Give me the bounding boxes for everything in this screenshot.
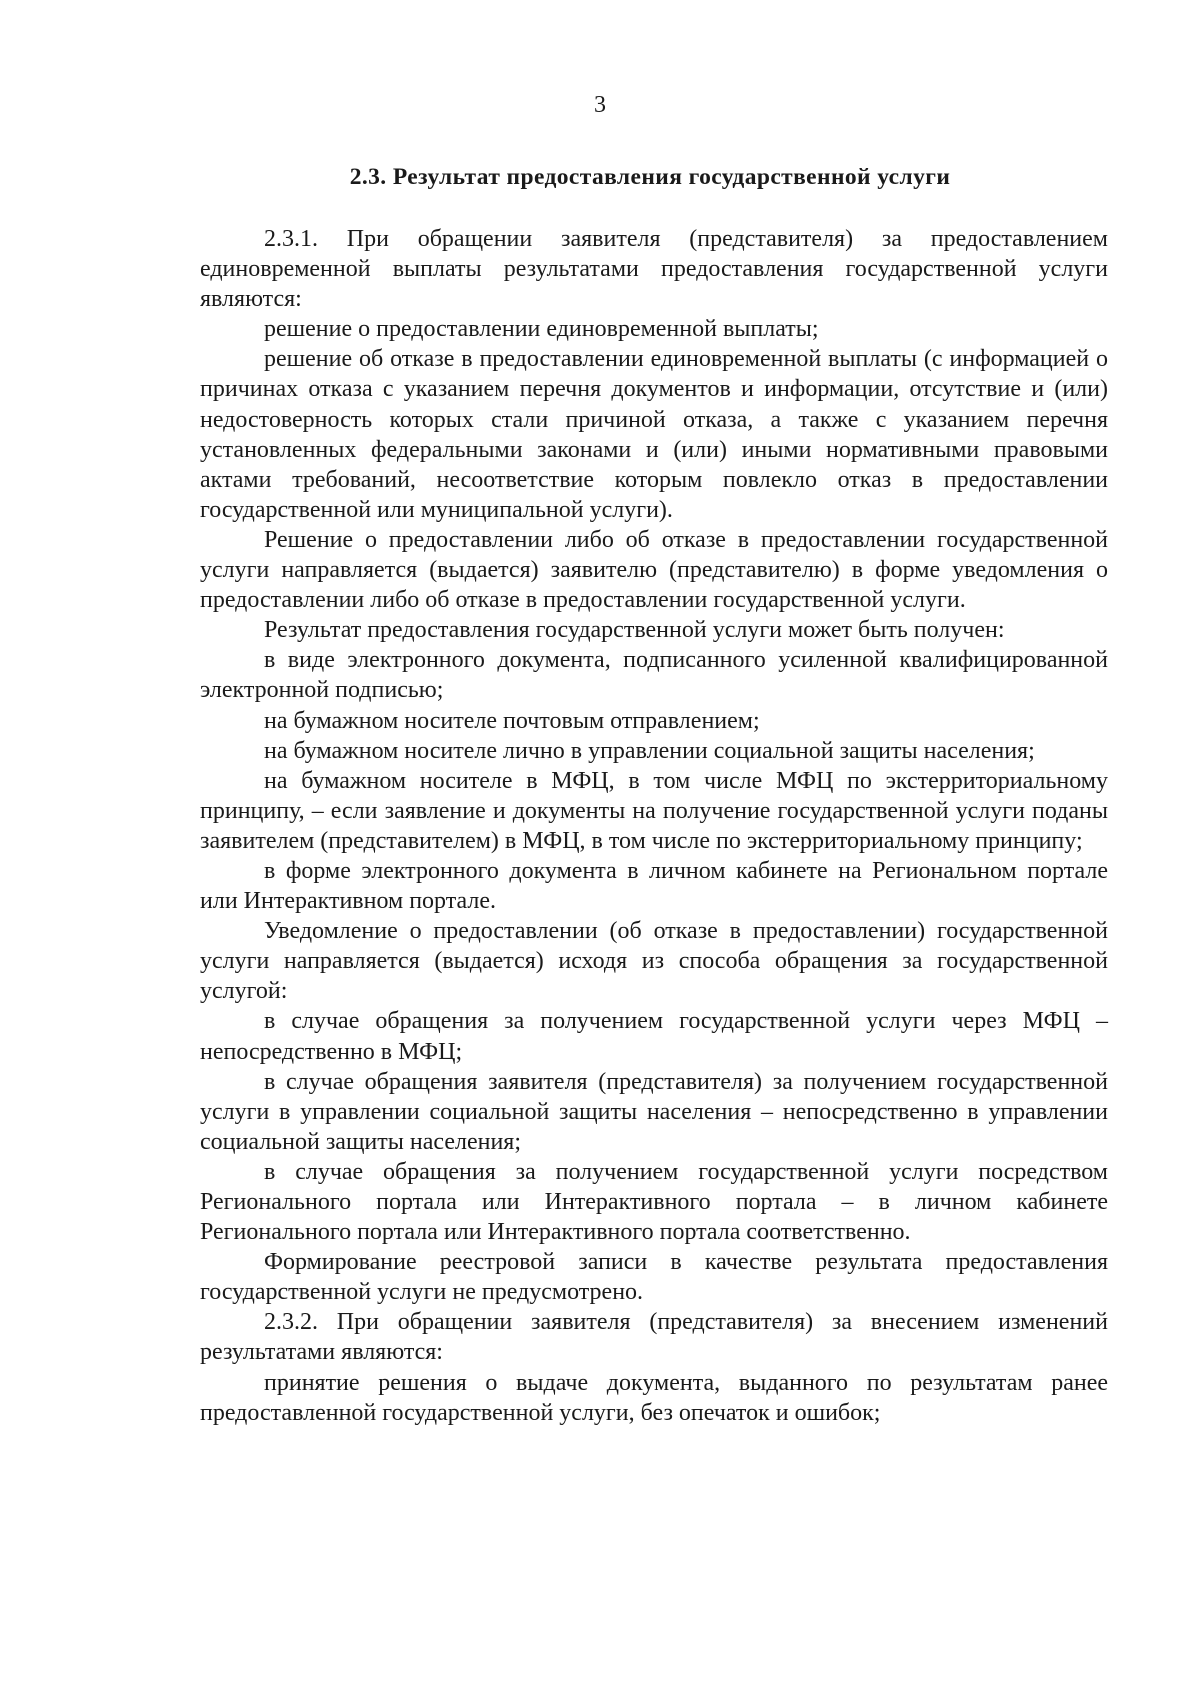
paragraph: решение об отказе в предоставлении единовременной выплаты (с информацией о причинах отказа с указанием перечня документов и информации, отсутствие и (или) недостоверность которых стали причиной отказа, а также с указанием перечня установленных федеральными законами и (или) иными нормативными правовыми актами требований, несоответствие которым повлекло отказ в предоставлении государственной или муниципальной услуги). [200, 346, 1108, 523]
section-title: 2.3. Результат предоставления государственной услуги [349, 164, 951, 190]
paragraph: в виде электронного документа, подписанного усиленной квалифицированной электронной подписью; [200, 647, 1108, 704]
paragraph: на бумажном носителе почтовым отправлением; [264, 707, 760, 734]
paragraph: 2.3.2. При обращении заявителя (представителя) за внесением изменений результатами являются: [200, 1309, 1108, 1366]
paragraph: Результат предоставления государственной услуги может быть получен: [264, 617, 1005, 644]
paragraph: в форме электронного документа в личном кабинете на Региональном портале или Интерактивном портале. [200, 857, 1108, 915]
page-number: 3 [594, 92, 606, 118]
document-body [200, 224, 1108, 1428]
paragraph: Формирование реестровой записи в качестве результата предоставления государственной услуги не предусмотрено. [200, 1249, 1108, 1306]
paragraph: в случае обращения за получением государственной услуги через МФЦ – непосредственно в МФЦ; [200, 1008, 1108, 1065]
paragraph: принятие решения о выдаче документа, выданного по результатам ранее предоставленной государственной услуги, без опечаток и ошибок; [200, 1369, 1108, 1426]
paragraph: решение о предоставлении единовременной выплаты; [264, 316, 819, 343]
paragraph: 2.3.1. При обращении заявителя (представителя) за предоставлением единовременной выплаты результатами предоставления государственной услуги являются: [200, 226, 1108, 313]
paragraph: на бумажном носителе в МФЦ, в том числе МФЦ по экстерриториальному принципу, – если заявление и документы на получение государственной услуги поданы заявителем (представителем) в МФЦ, в том числе по экстерриториальному принципу; [200, 767, 1108, 854]
paragraph: Решение о предоставлении либо об отказе в предоставлении государственной услуги направляется (выдается) заявителю (представителю) в форме уведомления о предоставлении либо об отказе в предоставлении государственной услуги. [200, 526, 1108, 614]
paragraph: Уведомление о предоставлении (об отказе в предоставлении) государственной услуги направляется (выдается) исходя из способа обращения за государственной услугой: [200, 918, 1108, 1005]
paragraph: на бумажном носителе лично в управлении социальной защиты населения; [264, 737, 1035, 764]
paragraph: в случае обращения заявителя (представителя) за получением государственной услуги в управлении социальной защиты населения – непосредственно в управлении социальной защиты населения; [200, 1068, 1108, 1155]
paragraph: в случае обращения за получением государственной услуги посредством Регионального портала или Интерактивного портала – в личном кабинете Регионального портала или Интерактивного портала соответственно. [200, 1158, 1108, 1246]
